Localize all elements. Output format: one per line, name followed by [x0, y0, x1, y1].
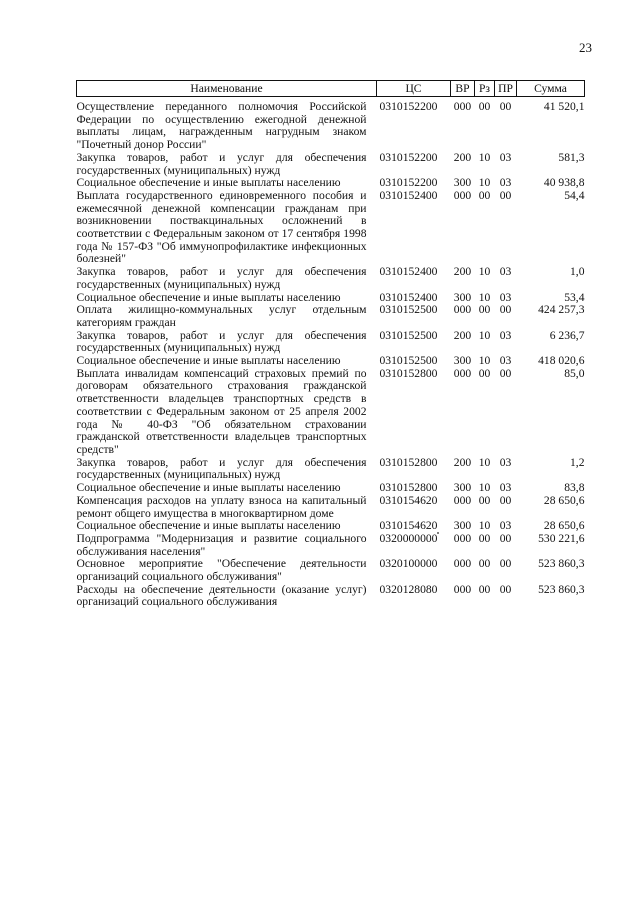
row-rz: 10 — [478, 150, 491, 164]
row-pr: 03 — [499, 455, 512, 469]
row-vr: 300 — [453, 354, 472, 368]
row-cs: 0310152500 — [379, 354, 438, 368]
row-name: Выплата инвалидам компенсаций страховых премий по договорам обязательного страхования гражданской ответственности владельцев транспортных средств в соответствии с Федеральным законом от 25 апреля 2002 года № 40-ФЗ "Об обязательном страховании гражданской ответственности владельцев транспортных средств" — [76, 366, 367, 456]
row-pr: 00 — [499, 100, 512, 113]
row-name: Компенсация расходов на уплату взноса на капитальный ремонт общего имущества в многоквартирном доме — [76, 493, 367, 520]
row-vr: 000 — [453, 100, 472, 113]
row-pr: 03 — [499, 290, 512, 304]
row-sum: 28 650,6 — [543, 519, 585, 533]
row-name: Социальное обеспечение и иные выплаты населению — [76, 354, 341, 368]
table-row — [77, 190, 585, 266]
header-rz: Рз — [475, 81, 495, 97]
row-name: Социальное обеспечение и иные выплаты населению — [76, 519, 341, 533]
row-sum: 530 221,6 — [538, 531, 585, 545]
row-vr: 300 — [453, 481, 472, 495]
row-vr: 000 — [453, 582, 472, 596]
table-row — [77, 330, 585, 355]
table-row — [77, 97, 585, 152]
row-sum: 418 020,6 — [538, 354, 585, 368]
row-vr: 000 — [453, 493, 472, 507]
row-sum: 54,4 — [564, 188, 585, 202]
row-sum: 523 860,3 — [538, 582, 585, 596]
row-vr: 300 — [453, 519, 472, 533]
row-pr: 00 — [499, 188, 512, 202]
row-vr: 000 — [453, 303, 472, 317]
row-rz: 10 — [478, 519, 491, 533]
row-sum: 28 650,6 — [543, 493, 585, 507]
row-cs: 0310152400 — [379, 290, 438, 304]
row-rz: 00 — [478, 531, 491, 545]
header-row — [77, 81, 585, 97]
row-vr: 000 — [453, 531, 472, 545]
row-rz: 00 — [478, 303, 491, 317]
row-name: Закупка товаров, работ и услуг для обеспечения государственных (муниципальных) нужд — [76, 328, 367, 355]
row-name: Социальное обеспечение и иные выплаты населению — [76, 481, 341, 495]
row-cs: 0310152500 — [379, 328, 438, 342]
row-name: Закупка товаров, работ и услуг для обеспечения государственных (муниципальных) нужд — [76, 150, 367, 177]
row-cs: 0320000000 — [379, 531, 438, 545]
header-sum: Сумма — [517, 81, 585, 97]
row-cs: 0310152800 — [379, 481, 438, 495]
row-vr: 200 — [453, 455, 472, 469]
table-row — [77, 520, 585, 533]
row-name: Оплата жилищно-коммунальных услуг отдельным категориям граждан — [76, 303, 367, 329]
row-cs: 0310152200 — [379, 100, 438, 113]
row-name: Основное мероприятие "Обеспечение деятельности организаций социального обслуживания" — [76, 557, 367, 584]
row-rz: 10 — [478, 290, 491, 304]
table-header — [77, 81, 585, 97]
table-row — [77, 457, 585, 482]
row-sum: 41 520,1 — [543, 100, 585, 113]
row-sum: 85,0 — [564, 366, 585, 380]
row-cs: 0310152800 — [379, 366, 438, 380]
row-sum: 53,4 — [564, 290, 585, 304]
row-vr: 200 — [453, 150, 472, 164]
row-cs: 0310152400 — [379, 188, 438, 202]
table-row — [77, 266, 585, 291]
row-sum: 40 938,8 — [543, 176, 585, 190]
row-rz: 00 — [478, 557, 491, 571]
header-name: Наименование — [77, 81, 377, 97]
header-cs: ЦС — [377, 81, 451, 97]
row-pr: 03 — [499, 176, 512, 190]
row-pr: 00 — [499, 493, 512, 507]
row-rz: 00 — [478, 582, 491, 596]
row-cs: 0320100000 — [379, 557, 438, 571]
table-row — [77, 584, 585, 609]
row-pr: 00 — [499, 303, 512, 317]
row-vr: 300 — [453, 176, 472, 190]
table-row — [77, 304, 585, 329]
row-pr: 03 — [499, 354, 512, 368]
row-sum: 424 257,3 — [538, 303, 585, 317]
row-pr: 03 — [499, 481, 512, 495]
budget-table — [76, 80, 585, 609]
row-sum: 6 236,7 — [549, 328, 585, 342]
row-vr: 200 — [453, 265, 472, 279]
row-pr: 03 — [499, 519, 512, 533]
row-name: Осуществление переданного полномочия Российской Федерации по осуществлению ежегодной денежной выплаты лицам, награжденным нагрудным знаком "Почетный донор России" — [76, 100, 367, 152]
row-rz: 00 — [478, 100, 491, 113]
table-row — [77, 495, 585, 520]
row-rz: 10 — [478, 481, 491, 495]
row-cs: 0310152400 — [379, 265, 438, 279]
row-vr: 000 — [453, 366, 472, 380]
row-sum: 581,3 — [558, 150, 585, 164]
row-pr: 03 — [499, 150, 512, 164]
row-rz: 10 — [478, 354, 491, 368]
row-vr: 200 — [453, 328, 472, 342]
row-sum: 1,0 — [570, 265, 585, 279]
page-number: 23 — [579, 40, 592, 55]
row-name: Выплата государственного единовременного пособия и ежемесячной денежной компенсации гражданам при возникновении поствакцинальных осложнений в соответствии с Федеральным законом от 17 сентября 1998 года № 157-ФЗ "Об иммунопрофилактике инфекционных болезней" — [76, 188, 367, 266]
row-name: Социальное обеспечение и иные выплаты населению — [76, 290, 341, 304]
scan-speck — [437, 532, 439, 534]
row-cs: 0310152200 — [379, 176, 438, 190]
row-name: Закупка товаров, работ и услуг для обеспечения государственных (муниципальных) нужд — [76, 265, 367, 291]
table-row — [77, 355, 585, 368]
row-pr: 00 — [499, 531, 512, 545]
row-vr: 000 — [453, 557, 472, 571]
row-pr: 00 — [499, 366, 512, 380]
row-sum: 1,2 — [570, 455, 585, 469]
table-row — [77, 368, 585, 457]
table-body — [77, 97, 585, 610]
row-rz: 10 — [478, 176, 491, 190]
header-pr: ПР — [495, 81, 517, 97]
table-row — [77, 482, 585, 495]
row-vr: 000 — [453, 188, 472, 202]
table-row — [77, 533, 585, 558]
row-rz: 00 — [478, 366, 491, 380]
row-pr: 00 — [499, 557, 512, 571]
header-vr: ВР — [451, 81, 475, 97]
row-pr: 03 — [499, 265, 512, 279]
row-sum: 523 860,3 — [538, 557, 585, 571]
row-rz: 10 — [478, 328, 491, 342]
table-row — [77, 152, 585, 177]
row-name: Подпрограмма "Модернизация и развитие социального обслуживания населения" — [76, 531, 367, 558]
row-name: Расходы на обеспечение деятельности (оказание услуг) организаций социального обслуживания — [76, 582, 367, 609]
row-rz: 00 — [478, 493, 491, 507]
row-cs: 0310154620 — [379, 493, 438, 507]
row-pr: 03 — [499, 328, 512, 342]
row-cs: 0310152500 — [379, 303, 438, 317]
row-name: Закупка товаров, работ и услуг для обеспечения государственных (муниципальных) нужд — [76, 455, 367, 482]
row-sum: 83,8 — [564, 481, 585, 495]
row-rz: 00 — [478, 188, 491, 202]
table-row — [77, 558, 585, 583]
row-rz: 10 — [478, 265, 491, 279]
row-rz: 10 — [478, 455, 491, 469]
row-cs: 0310154620 — [379, 519, 438, 533]
row-cs: 0310152200 — [379, 150, 438, 164]
row-cs: 0310152800 — [379, 455, 438, 469]
row-cs: 0320128080 — [379, 582, 438, 596]
row-name: Социальное обеспечение и иные выплаты населению — [76, 176, 341, 190]
row-vr: 300 — [453, 290, 472, 304]
row-pr: 00 — [499, 582, 512, 596]
